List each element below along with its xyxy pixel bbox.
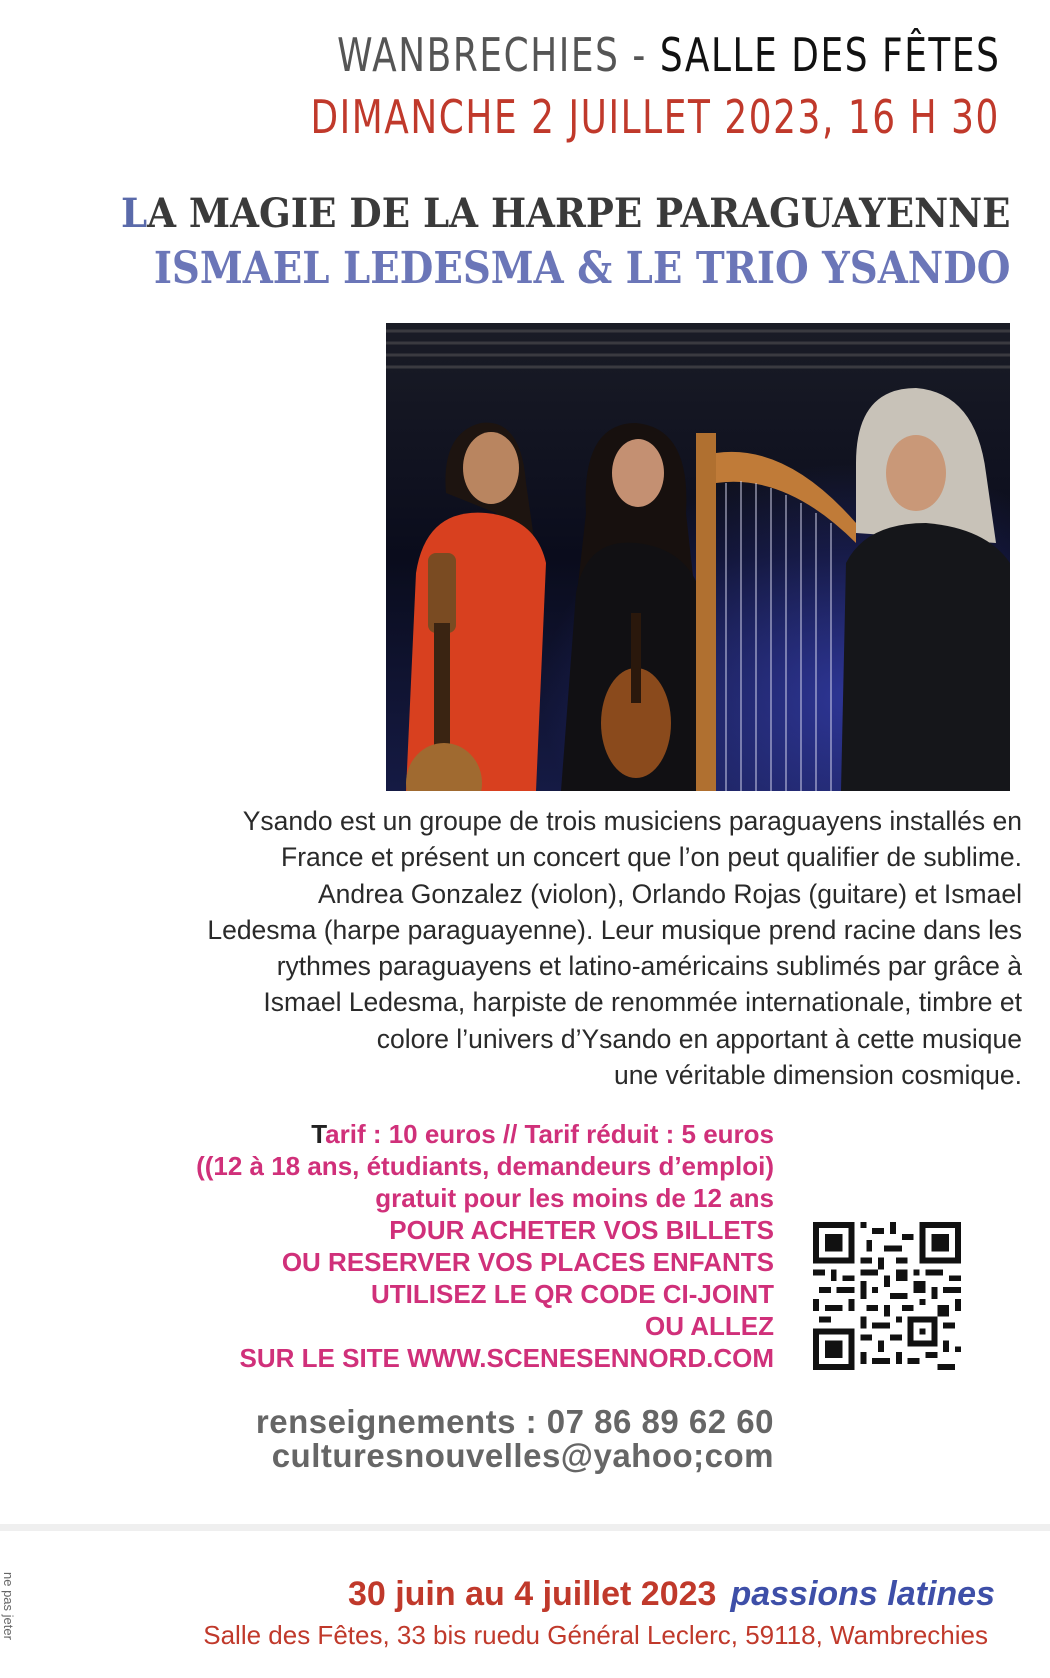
description-line: Andrea Gonzalez (violon), Orlando Rojas (guitare) et Ismael xyxy=(317,878,1022,909)
contact-email[interactable]: culturesnouvelles@yahoo;com xyxy=(271,1437,774,1474)
description-line: Ledesma (harpe paraguayenne). Leur musique prend racine dans les xyxy=(207,914,1022,945)
festival-dates: 30 juin au 4 juillet 2023 xyxy=(347,1575,717,1613)
concert-title xyxy=(121,190,1010,237)
pricing-block xyxy=(196,1118,774,1374)
buy-instruction: UTILISEZ LE QR CODE CI-JOINT xyxy=(370,1279,774,1309)
ticket-qr-code[interactable] xyxy=(813,1222,961,1370)
buy-instruction: POUR ACHETER VOS BILLETS xyxy=(389,1215,774,1245)
buy-instruction: OU ALLEZ xyxy=(644,1311,774,1341)
description-line: Ysando est un groupe de trois musiciens paraguayens installés en xyxy=(242,806,1022,836)
venue-name: SALLE DES FÊTES xyxy=(659,28,1000,82)
venue-line xyxy=(337,28,1000,82)
description xyxy=(82,803,1022,1093)
title-rest: A MAGIE DE LA HARPE PARAGUAYENNE xyxy=(146,190,1010,237)
free-entry: gratuit pour les moins de 12 ans xyxy=(375,1183,774,1213)
artist-title: ISMAEL LEDESMA & LE TRIO YSANDO xyxy=(153,243,1010,294)
festival-name: passions latines xyxy=(730,1575,995,1613)
contact-phone[interactable]: renseignements : 07 86 89 62 60 xyxy=(255,1403,774,1440)
tarif-initial: T xyxy=(311,1119,326,1149)
description-line: rythmes paraguayens et latino-américains sublimés par grâce à xyxy=(276,951,1022,982)
band-photo xyxy=(386,323,1010,791)
festival-banner xyxy=(348,1575,995,1614)
venue-separator: - xyxy=(618,28,660,82)
description-line: colore l’univers d’Ysando en apportant à cette musique xyxy=(376,1023,1022,1054)
city-name: WANBRECHIES xyxy=(336,28,619,82)
description-line: Ismael Ledesma, harpiste de renommée internationale, timbre et xyxy=(263,987,1022,1018)
buy-instruction: OU RESERVER VOS PLACES ENFANTS xyxy=(281,1247,774,1277)
description-line: France et présent un concert que l’on peut qualifier de sublime. xyxy=(281,842,1022,873)
tarif-text: arif : 10 euros // Tarif réduit : 5 euros xyxy=(325,1119,774,1149)
qr-code-icon xyxy=(813,1222,961,1370)
footer-divider xyxy=(0,1524,1050,1531)
description-line: une véritable dimension cosmique. xyxy=(613,1060,1022,1091)
venue-address: Salle des Fêtes, 33 bis ruedu Général Leclerc, 59118, Wambrechies xyxy=(203,1620,988,1650)
band-photo-illustration xyxy=(386,323,1010,791)
reduced-conditions: ((12 à 18 ans, étudiants, demandeurs d’emploi) xyxy=(196,1151,774,1181)
contact-block xyxy=(256,1405,774,1473)
title-initial: L xyxy=(120,190,147,237)
side-note: ne pas jeter xyxy=(1,1572,16,1640)
website-link[interactable]: SUR LE SITE WWW.SCENESENNORD.COM xyxy=(239,1343,774,1373)
tarif-line xyxy=(196,1118,774,1150)
event-date: DIMANCHE 2 JUILLET 2023, 16 H 30 xyxy=(310,90,1000,144)
